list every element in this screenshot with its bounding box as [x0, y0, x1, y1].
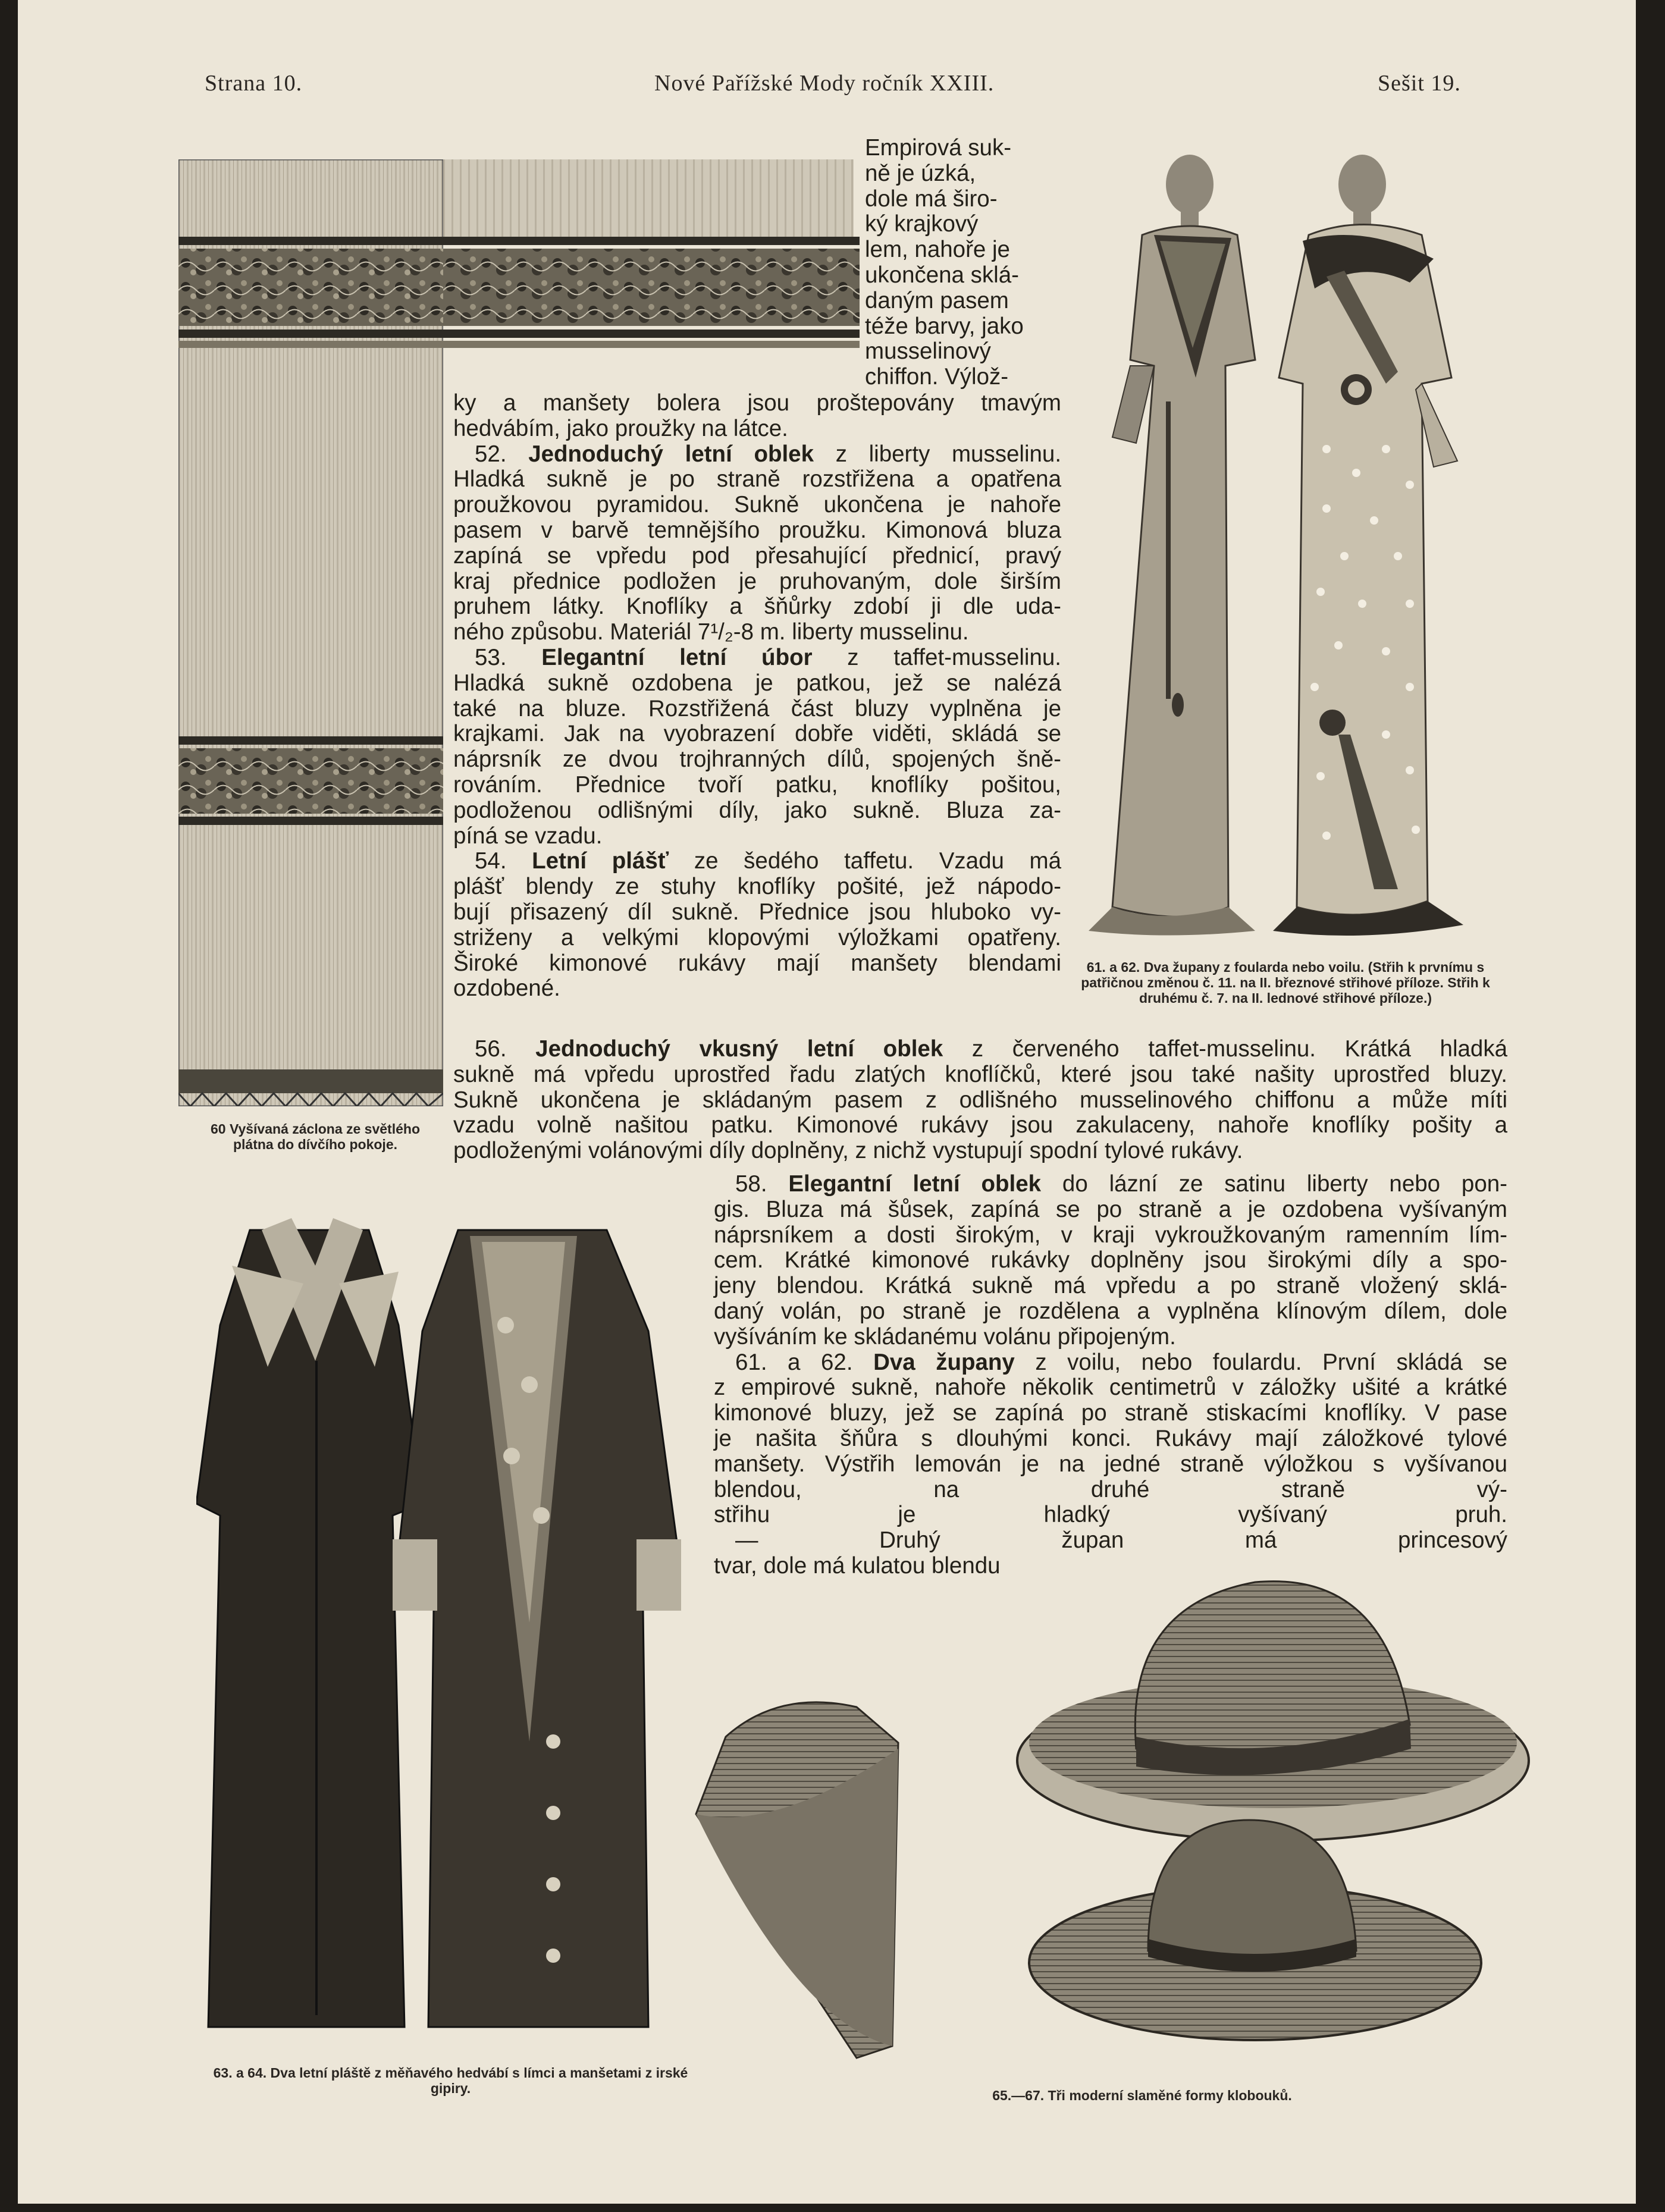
text-line: jeny blendou. Krátká sukně má vpředu a po straně vložený sklá-: [714, 1273, 1507, 1299]
text-line: cem. Krátké kimonové rukávky doplněny jsou širokými díly a spo-: [714, 1247, 1507, 1273]
article-column-right: [714, 1172, 1507, 1579]
text-line: podloženými volánovými díly doplněny, z nichž vystupují spodní tylové rukávy.: [453, 1138, 1243, 1164]
text-line: sukně má vpředu uprostřed řadu zlatých knoflíčků, které jsou také našity uprostřed bluzy.: [453, 1061, 1507, 1087]
text-line: ozdobené.: [453, 975, 560, 1002]
issue-number: Sešit 19.: [1378, 71, 1461, 96]
article-column-middle: [453, 391, 1061, 1002]
text-line: 53. Elegantní letní úbor z taffet-musselinu.: [475, 644, 1062, 670]
text-line: 61. a 62. Dva župany z voilu, nebo foulardu. První skládá se: [735, 1349, 1508, 1375]
text-line: chiffon. Výlož-: [865, 364, 1009, 390]
text-line: striženy a velkými klopovými výložkami opatřeny.: [453, 924, 1061, 950]
text-line: kimonové bluzy, jež se zapíná po straně stiskacími knoflíky. V pase: [714, 1400, 1507, 1426]
text-line: daný volán, po straně je rozdělena a vyplněna klínovým dílem, dole: [714, 1298, 1507, 1324]
text-line: proužkovou pyramidou. Sukně ukončena je nahoře: [453, 492, 1061, 518]
text-line: tvar, dole má kulatou blendu: [714, 1552, 1001, 1579]
caption-figure-61-62: 61. a 62. Dva župany z foularda nebo voilu. (Střih k prvnímu s patřičnou změnou č. 11. na II. březnové střihové příloze. Střih k druhému č. 7. na II. lednové střihové příloze.): [1081, 959, 1490, 1006]
straw-hats-illustration: [660, 1570, 1564, 2076]
text-line: ně je úzká,: [865, 160, 976, 186]
text-line: téže barvy, jako: [865, 313, 1024, 339]
text-line: z empirové sukně, nahoře několik centimetrů v záložky ušité a krátké: [714, 1375, 1507, 1401]
text-line: blendou, na druhé straně vý-: [714, 1476, 1507, 1502]
text-line: náprsníkem a dosti širokým, v kraji vykroužkovaným ramenním lím-: [714, 1222, 1507, 1248]
magazine-title: Nové Pařížské Mody ročník XXIII.: [654, 71, 995, 96]
text-line: Hladká sukně ozdobena je patkou, jež se nalézá: [453, 670, 1061, 696]
summer-coats-illustration: [196, 1206, 705, 2051]
text-line: 56. Jednoduchý vkusný letní oblek z červeného taffet-musselinu. Krátká hladká: [475, 1036, 1507, 1062]
text-line: zapíná se vpředu pod přesahující přednicí, pravý: [453, 542, 1061, 569]
text-line: Sukně ukončena je skládaným pasem z odlišného musselinového chiffonu a může míti: [453, 1087, 1507, 1113]
text-line: Široké kimonové rukávy mají manšety blendami: [453, 950, 1061, 976]
text-line: hedvábím, jako proužky na látce.: [453, 415, 788, 441]
article-wide-block: [453, 1037, 1507, 1164]
text-line: náprsník ze dvou trojhranných dílů, spojených šně-: [453, 746, 1061, 773]
text-line: pasem v barvě temnějšího proužku. Kimonová bluza: [453, 517, 1061, 543]
text-line: plášť blendy ze stuhy knoflíky pošité, jež nápodo-: [453, 874, 1061, 900]
dressing-gowns-illustration: [1077, 152, 1487, 937]
text-line: krajkami. Jak na vyobrazení dobře viděti, skládá se: [453, 721, 1061, 747]
text-line: manšety. Výstřih lemován je na jedné straně výložkou s vyšívanou: [714, 1451, 1507, 1477]
text-line: ukončena sklá-: [865, 262, 1019, 288]
text-line: bují přisazený díl sukně. Přednice jsou hluboko vy-: [453, 899, 1061, 925]
curtain-border-extension: [443, 159, 866, 379]
text-line: ného způsobu. Materiál 7¹/₂-8 m. liberty musselinu.: [453, 619, 969, 645]
embroidered-curtain-illustration: [178, 159, 443, 1106]
text-line: Hladká sukně je po straně rozstřižena a opatřena: [453, 466, 1061, 492]
magazine-page: [18, 0, 1636, 2204]
text-line: podloženou odlišnými díly, jako sukně. Bluza za-: [453, 797, 1061, 823]
page-number: Strana 10.: [205, 71, 303, 96]
text-line: 54. Letní plášť ze šedého taffetu. Vzadu má: [475, 848, 1062, 874]
caption-figure-63-64: 63. a 64. Dva letní pláště z měňavého hedvábí s límci a manšetami z irské gipiry.: [213, 2065, 688, 2096]
text-line: daným pasem: [865, 287, 1009, 313]
text-line: gis. Bluza má šůsek, zapíná se po straně a je ozdobena vyšívaným: [714, 1196, 1507, 1222]
text-line: lem, nahoře je: [865, 237, 1010, 263]
text-line: kraj přednice podložen je pruhovaným, dole širším: [453, 568, 1061, 594]
text-line: 52. Jednoduchý letní oblek z liberty musselinu.: [475, 441, 1062, 467]
text-line: vyšíváním ke skládanému volánu připojeným.: [714, 1323, 1176, 1350]
caption-figure-65-67: 65.—67. Tři moderní slaměné formy klobouků.: [992, 2088, 1292, 2103]
text-line: je našita šňůra s dlouhými konci. Rukávy mají záložkové tylové: [714, 1425, 1507, 1451]
text-line: dole má širo-: [865, 186, 998, 212]
text-line: — Druhý župan má princesový: [735, 1527, 1507, 1554]
text-line: pruhem látky. Knoflíky a šňůrky zdobí ji dle uda-: [453, 594, 1061, 620]
text-line: střihu je hladký vyšívaný pruh.: [714, 1502, 1507, 1528]
article-intro-narrow: [865, 136, 1052, 390]
text-line: rováním. Přednice tvoří patku, knoflíky pošitou,: [453, 771, 1061, 798]
text-line: píná se vzadu.: [453, 823, 603, 849]
text-line: musselinový: [865, 338, 991, 365]
text-line: vzadu volně našitou patku. Kimonové rukávy jsou zakulaceny, nahoře knoflíky pošity a: [453, 1112, 1507, 1138]
text-line: ky a manšety bolera jsou proštepovány tmavým: [453, 390, 1061, 416]
text-line: ký krajkový: [865, 211, 979, 237]
text-line: také na bluze. Rozstřižená část bluzy vyplněna je: [453, 695, 1061, 721]
caption-figure-60: 60 Vyšívaná záclona ze světlého plátna do dívčího pokoje.: [211, 1121, 420, 1152]
text-line: Empirová suk-: [865, 135, 1012, 161]
text-line: 58. Elegantní letní oblek do lázní ze satinu liberty nebo pon-: [735, 1171, 1507, 1197]
